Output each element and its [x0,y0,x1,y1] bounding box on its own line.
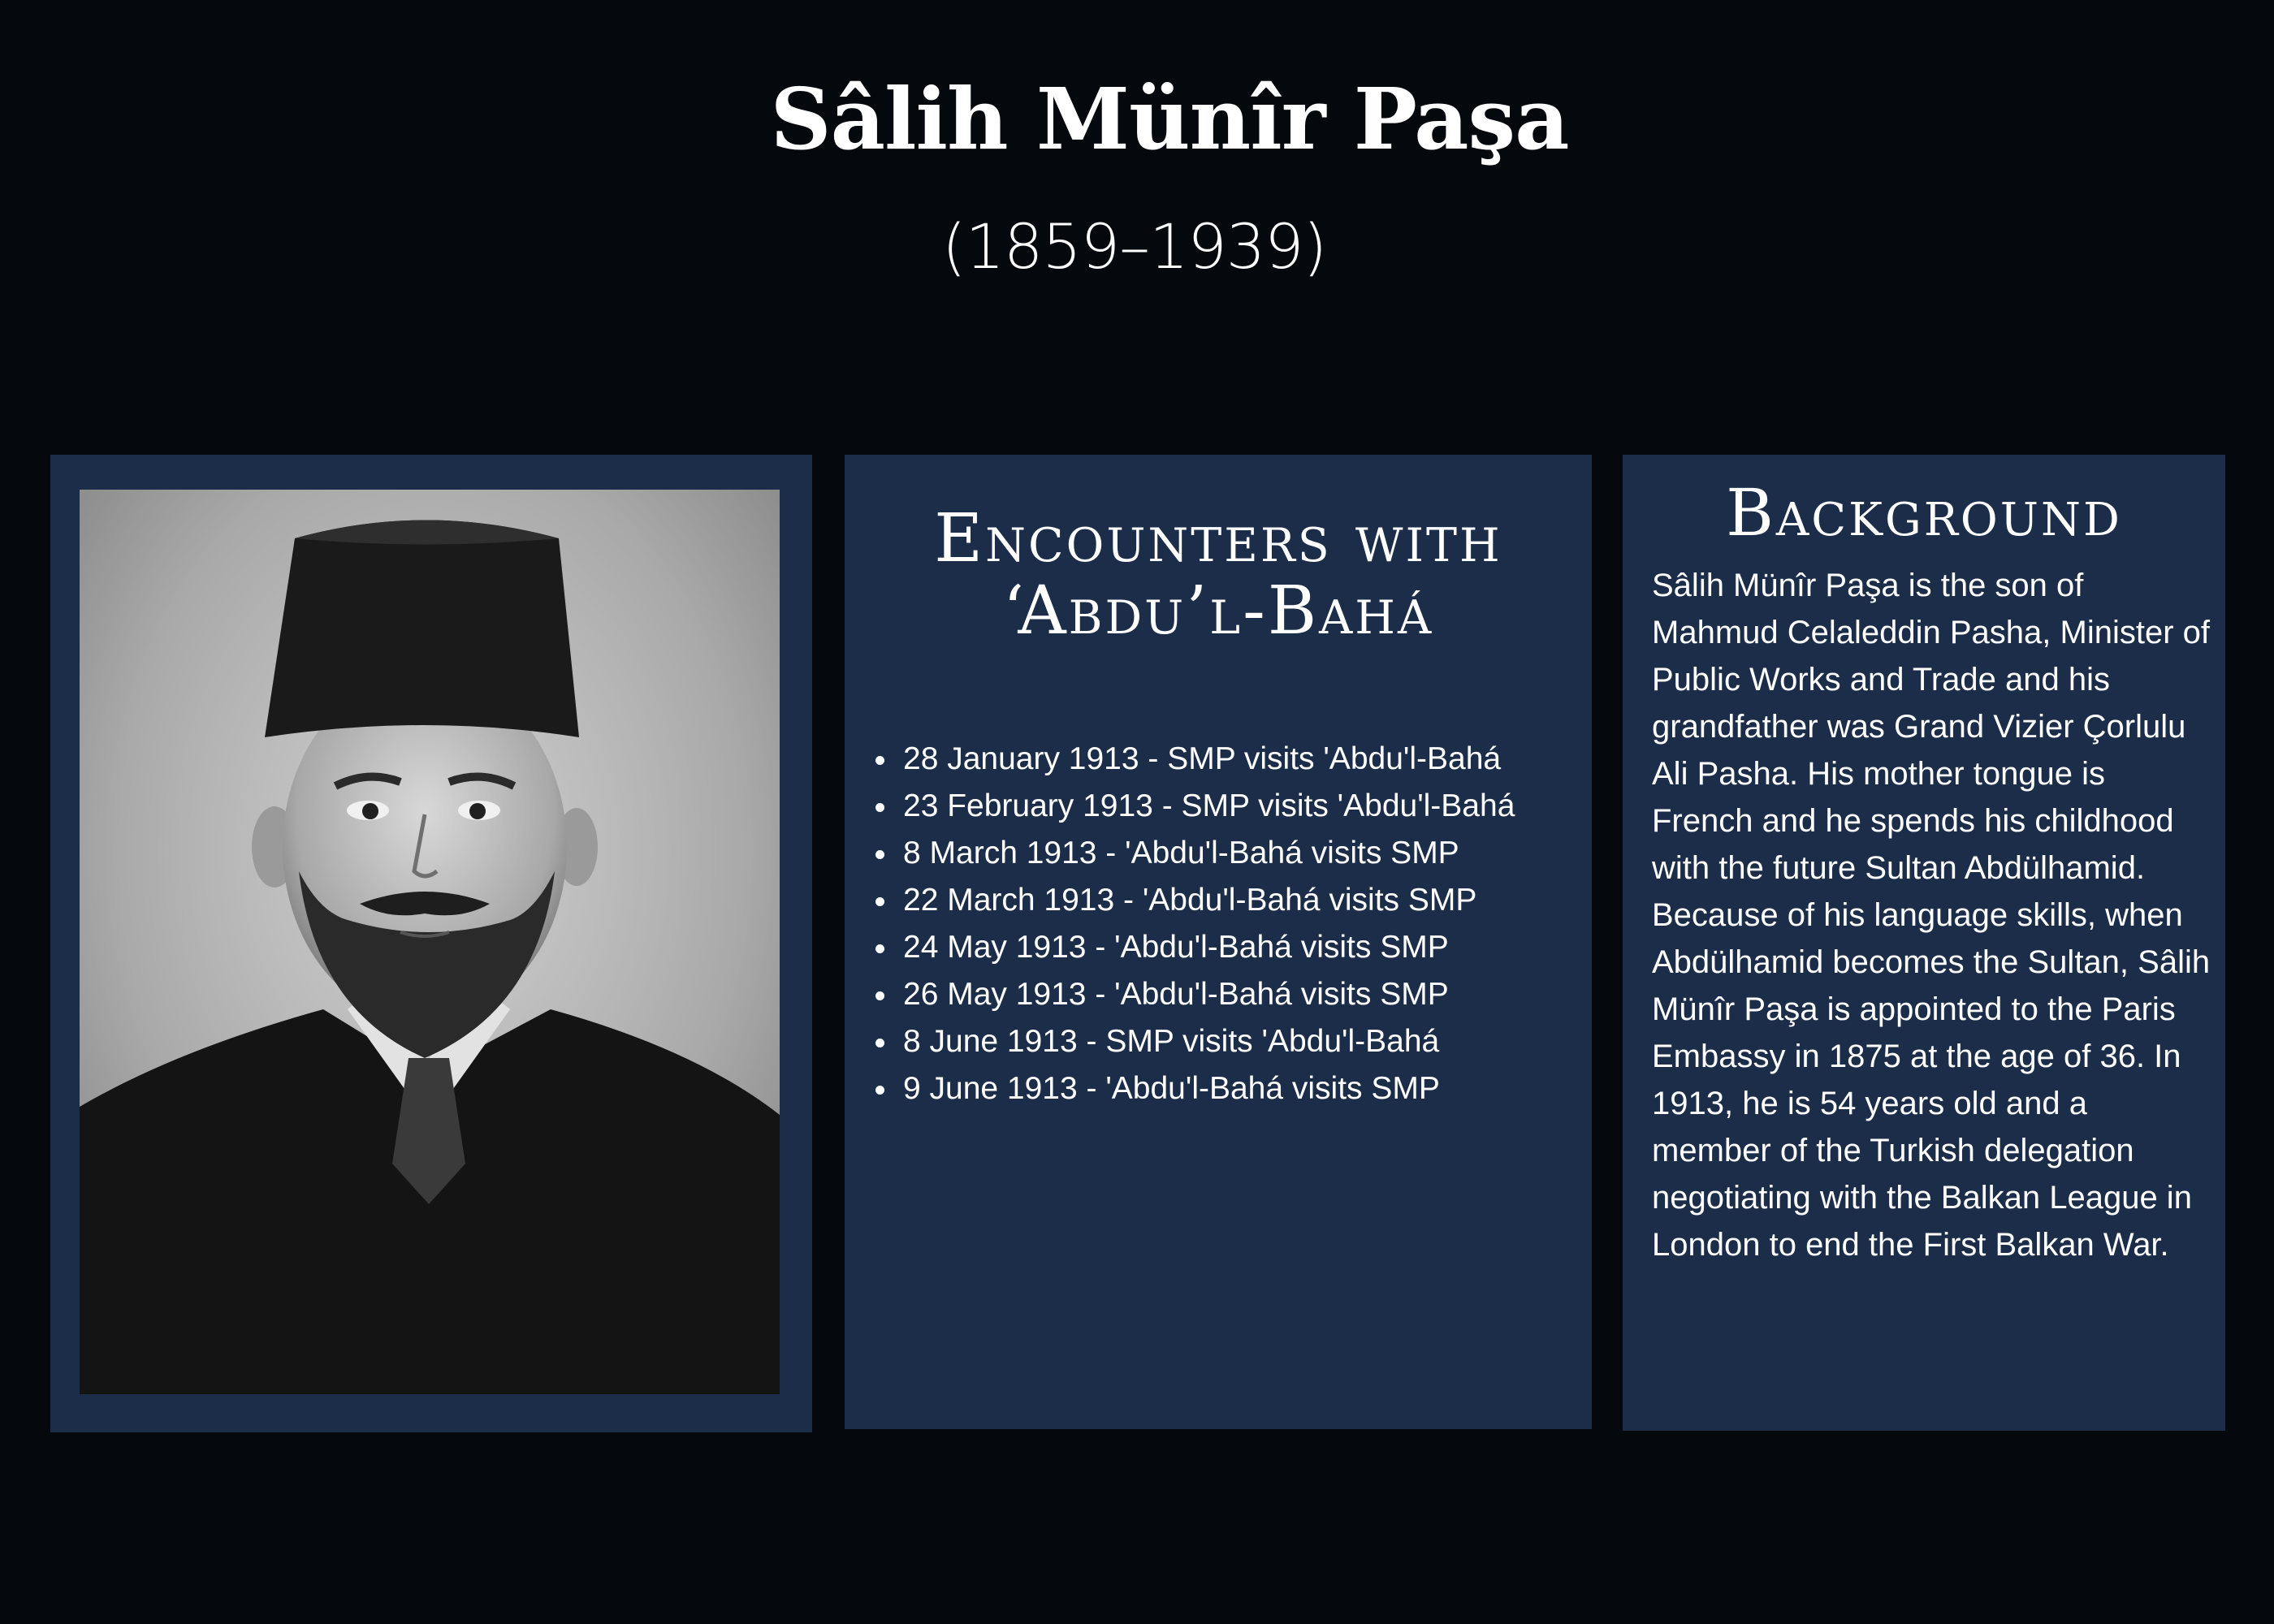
encounters-heading-line1: Encounters with [934,500,1502,577]
background-panel [1623,455,2225,1431]
encounters-heading [845,500,1592,650]
encounters-panel [845,455,1592,1429]
lifespan-dates: (1859–1939) [942,210,1327,283]
encounter-item: 22 March 1913 - 'Abdu'l-Bahá visits SMP [869,877,1588,924]
background-text: Sâlih Münîr Paşa is the son of Mahmud Celaleddin Pasha, Minister of Public Works and Trade and his grandfather was Grand Vizier Çorlulu Ali Pasha. His mother tongue is French and he spends his childhood with the future Sultan Abdülhamid. Because of his language skills, when Abdülhamid becomes the Sultan, Sâlih Münîr Paşa is appointed to the Paris Embassy in 1875 at the age of 36. In 1913, he is 54 years old and a member of the Turkish delegation negotiating with the Balkan League in London to end the First Balkan War. [1652,568,2211,1263]
portrait-panel [50,455,812,1432]
encounter-list [869,736,1588,1112]
encounters-heading-line2: ‘Abdu’l-Bahá [1002,572,1434,650]
encounter-item: 8 June 1913 - SMP visits 'Abdu'l-Bahá [869,1018,1588,1065]
encounter-item: 24 May 1913 - 'Abdu'l-Bahá visits SMP [869,924,1588,971]
encounter-item: 23 February 1913 - SMP visits 'Abdu'l-Bahá [869,783,1588,830]
encounter-item: 8 March 1913 - 'Abdu'l-Bahá visits SMP [869,830,1588,877]
page-title: Sâlih Münîr Paşa [770,69,1569,169]
background-heading: Background [1726,475,2122,551]
portrait-photo-icon [80,490,780,1394]
encounter-item: 9 June 1913 - 'Abdu'l-Bahá visits SMP [869,1065,1588,1112]
encounter-item: 28 January 1913 - SMP visits 'Abdu'l-Bahá [869,736,1588,783]
encounter-item: 26 May 1913 - 'Abdu'l-Bahá visits SMP [869,971,1588,1018]
portrait-photo [80,490,780,1394]
